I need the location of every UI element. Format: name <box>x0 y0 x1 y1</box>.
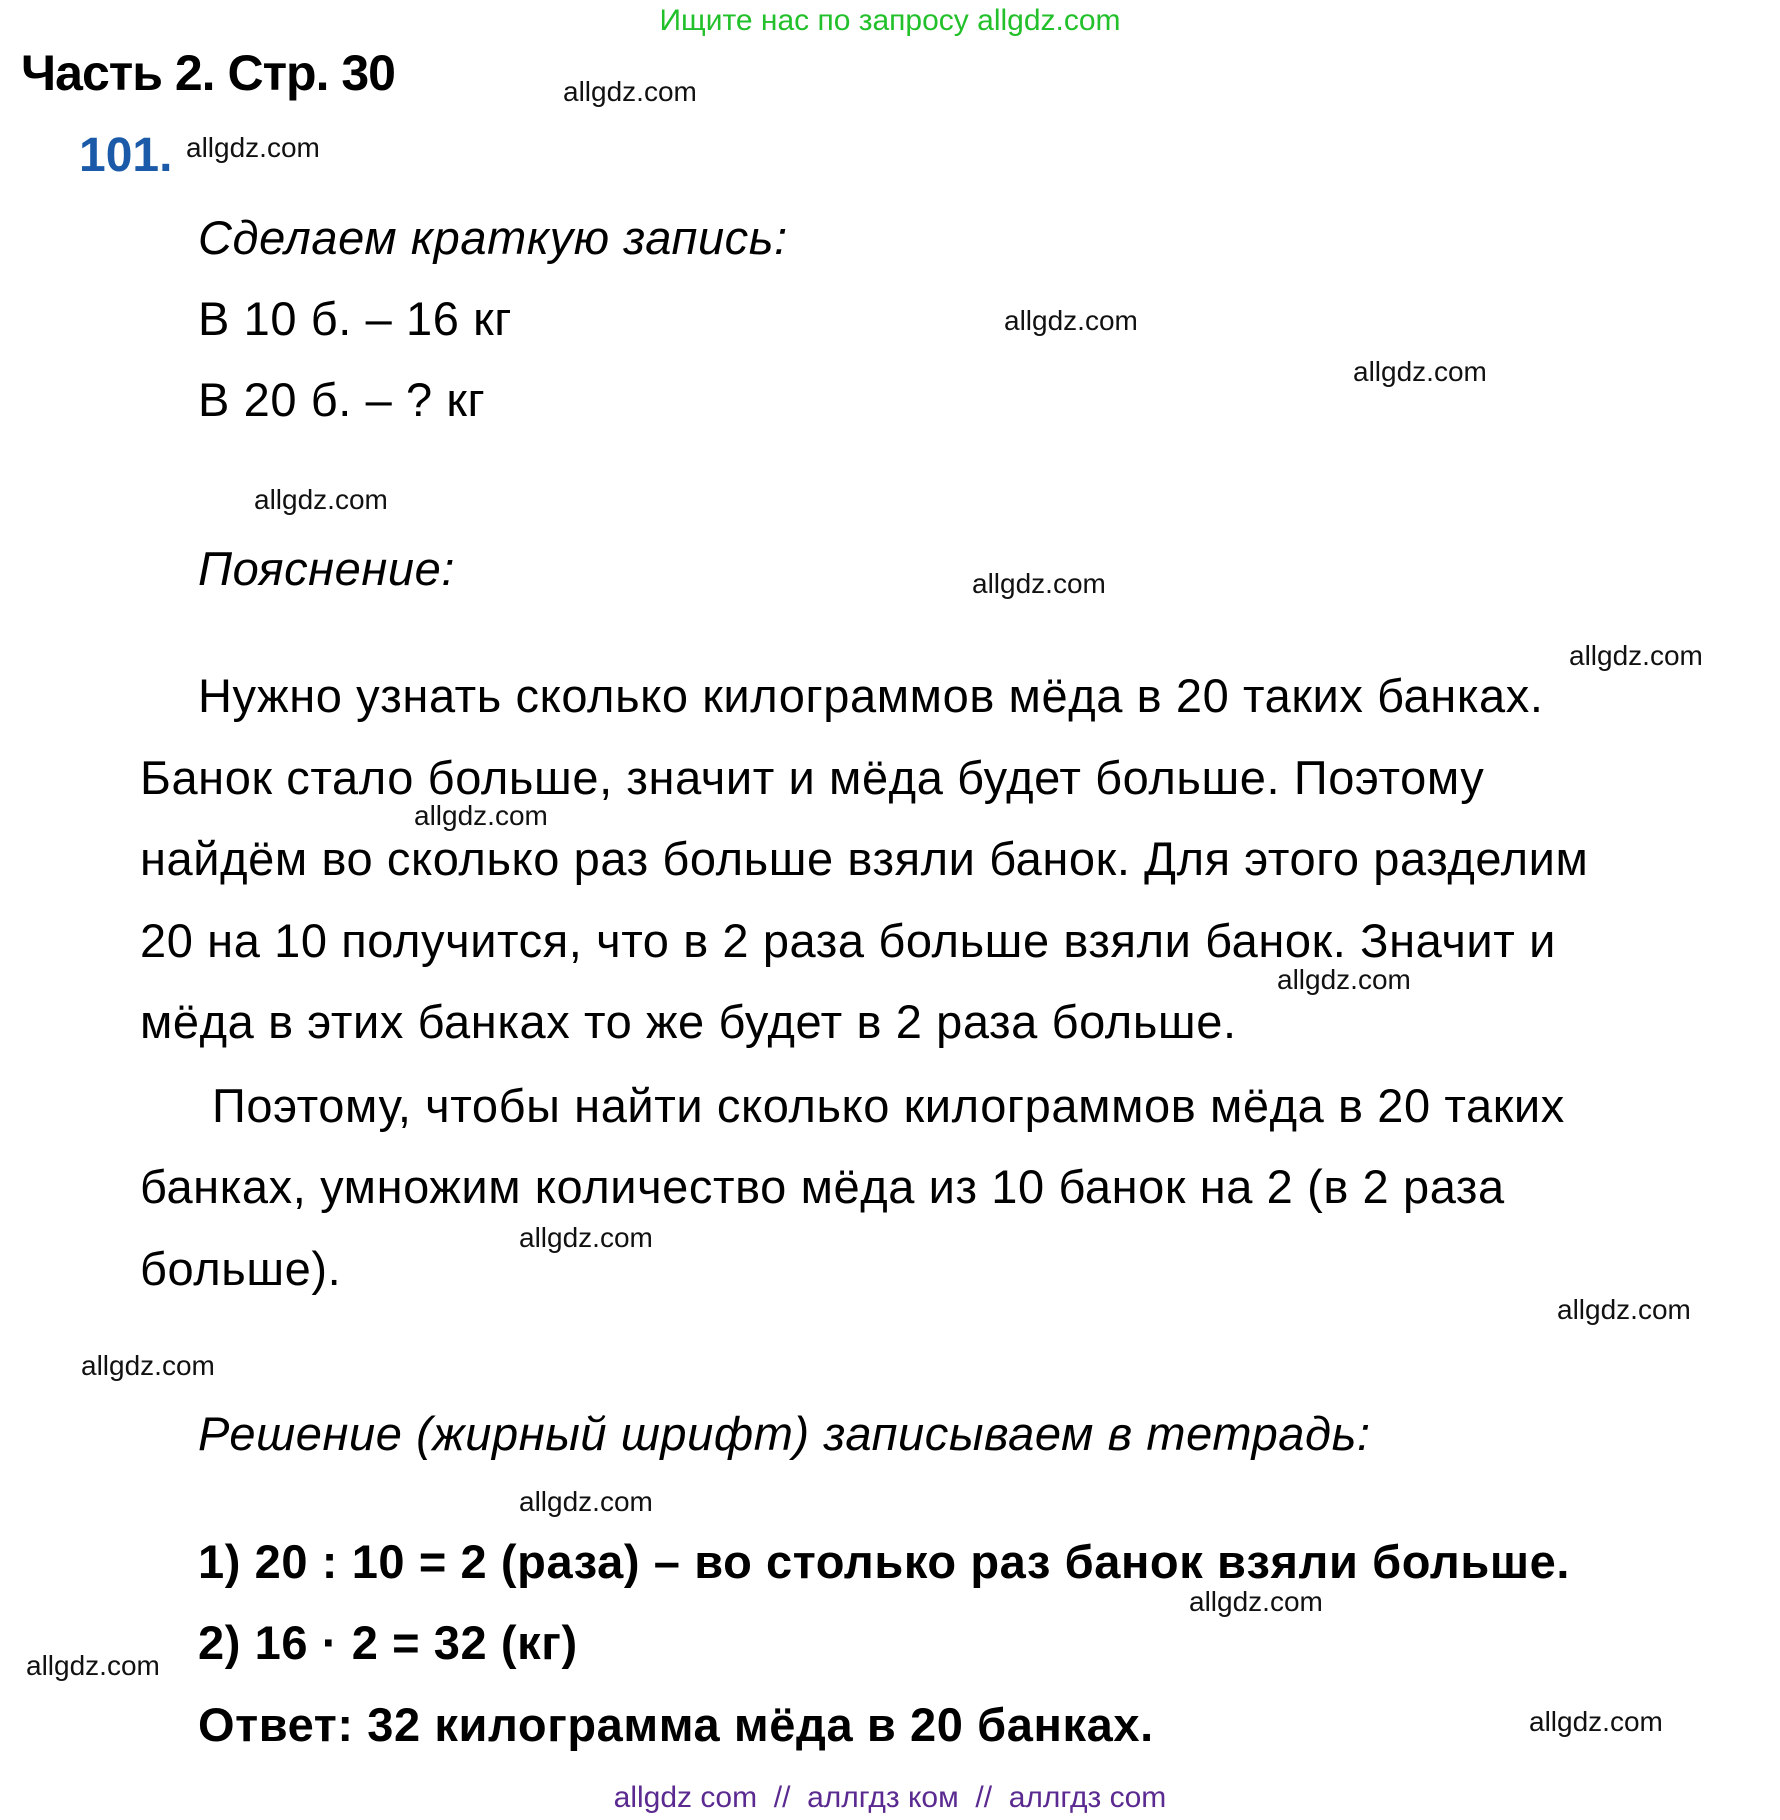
watermark: allgdz.com <box>972 568 1106 599</box>
watermark: allgdz.com <box>519 1222 653 1253</box>
solution-step: 2) 16 · 2 = 32 (кг) <box>198 1616 578 1669</box>
explanation-line: мёда в этих банках то же будет в 2 раза больше. <box>140 995 1237 1048</box>
solution-heading: Решение (жирный шрифт) записываем в тетрадь: <box>198 1407 1371 1460</box>
footer-watermark: allgdz com // аллгдз ком // аллгдз com <box>613 1781 1167 1814</box>
watermark: allgdz.com <box>1189 1586 1323 1617</box>
explanation-line: 20 на 10 получится, что в 2 раза больше взяли банок. Значит и <box>140 914 1556 967</box>
solution-step: 1) 20 : 10 = 2 (раза) – во столько раз банок взяли больше. <box>198 1535 1571 1588</box>
watermark: allgdz.com <box>1277 964 1411 995</box>
search-banner: Ищите нас по запросу allgdz.com <box>659 4 1121 37</box>
watermark: allgdz.com <box>1353 356 1487 387</box>
short-note-line: В 10 б. – 16 кг <box>198 292 513 345</box>
explanation-heading: Пояснение: <box>198 542 455 595</box>
watermark: allgdz.com <box>254 484 388 515</box>
watermark: allgdz.com <box>414 800 548 831</box>
short-note-line: В 20 б. – ? кг <box>198 373 486 426</box>
watermark: allgdz.com <box>563 76 697 107</box>
watermark: allgdz.com <box>1529 1706 1663 1737</box>
explanation-line: Нужно узнать сколько килограммов мёда в 20 таких банках. <box>198 669 1544 722</box>
answer: Ответ: 32 килограмма мёда в 20 банках. <box>198 1698 1154 1751</box>
explanation-line: больше). <box>140 1242 342 1295</box>
explanation-line: Поэтому, чтобы найти сколько килограммов мёда в 20 таких <box>212 1079 1565 1132</box>
watermark: allgdz.com <box>1557 1294 1691 1325</box>
page-title: Часть 2. Стр. 30 <box>21 45 395 101</box>
short-note-heading: Сделаем краткую запись: <box>198 211 788 264</box>
explanation-line: банках, умножим количество мёда из 10 банок на 2 (в 2 раза <box>140 1160 1505 1213</box>
explanation-line: найдём во сколько раз больше взяли банок. Для этого разделим <box>140 832 1589 885</box>
watermark: allgdz.com <box>26 1650 160 1681</box>
watermark: allgdz.com <box>1569 640 1703 671</box>
watermark: allgdz.com <box>81 1350 215 1381</box>
explanation-line: Банок стало больше, значит и мёда будет больше. Поэтому <box>140 751 1485 804</box>
watermark: allgdz.com <box>1004 305 1138 336</box>
watermark: allgdz.com <box>519 1486 653 1517</box>
task-number: 101. <box>79 129 173 182</box>
watermark: allgdz.com <box>186 132 320 163</box>
